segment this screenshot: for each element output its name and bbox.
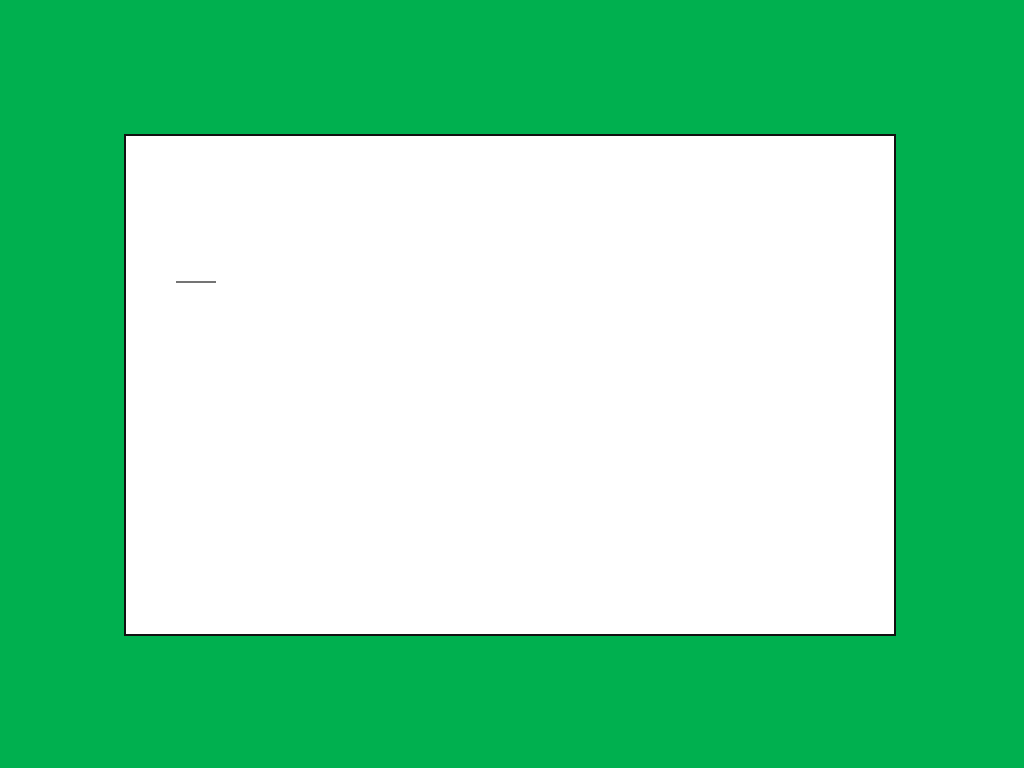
mixing-chart xyxy=(126,136,894,456)
figure-panel xyxy=(124,134,896,636)
figure-caption xyxy=(172,458,852,487)
